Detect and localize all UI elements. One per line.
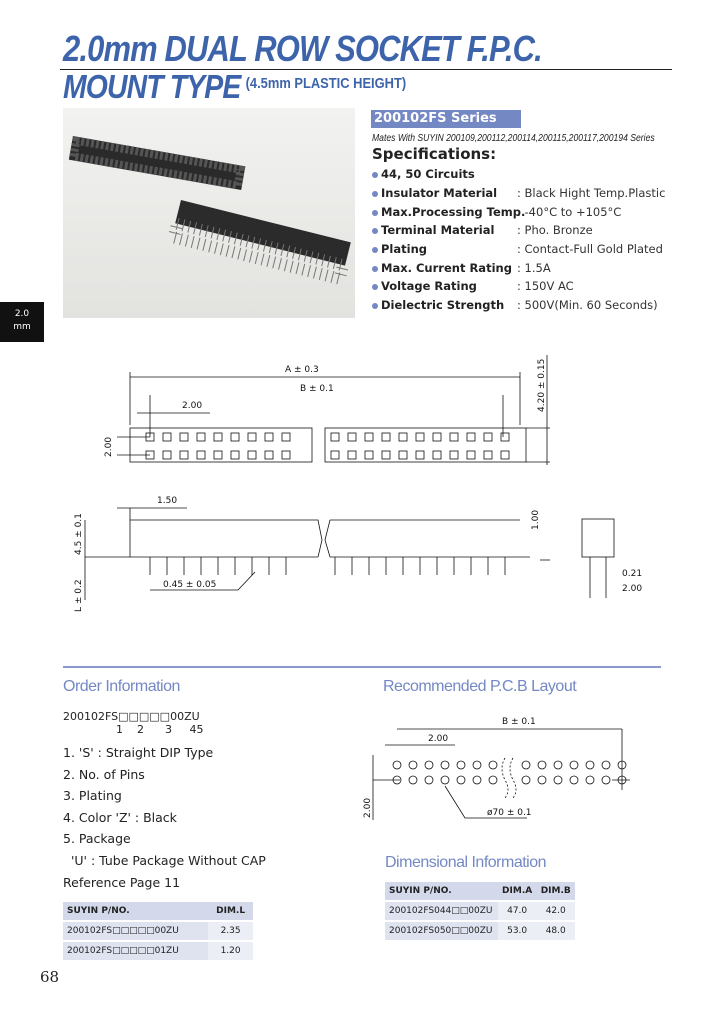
order-line: Reference Page 11 (63, 875, 181, 890)
pcb-hole (409, 776, 417, 784)
spec-value: : 150V AC (517, 279, 574, 293)
cell: 200102FS044□□00ZU (385, 901, 498, 921)
pcb-hole (457, 761, 465, 769)
contact-cell (214, 451, 222, 459)
cell: 42.0 (536, 901, 575, 921)
pcb-hole (586, 776, 594, 784)
contact-cell (365, 433, 373, 441)
dim-021-label: 0.21 (622, 569, 643, 579)
header-cell: DIM.B (536, 882, 575, 901)
pcb-hole (522, 776, 530, 784)
contact-cell (348, 451, 356, 459)
contact-cell (365, 451, 373, 459)
pcb-layout-heading: Recommended P.C.B Layout (383, 678, 577, 695)
section-divider (63, 666, 661, 668)
series-badge: 200102FS Series (371, 110, 521, 128)
terminal-pins (150, 557, 505, 575)
pcb-hole (602, 761, 610, 769)
dim-150-label: 1.50 (157, 496, 178, 506)
page-number: 68 (40, 968, 60, 986)
contact-cell (197, 433, 205, 441)
pcb-holes (393, 761, 626, 784)
cell: 1.20 (208, 941, 253, 960)
contact-cell (282, 433, 290, 441)
contact-cell (163, 451, 171, 459)
contact-cell (399, 451, 407, 459)
spec-key: Max. Current Rating (381, 261, 512, 275)
cell: 48.0 (536, 921, 575, 940)
contact-cell (231, 451, 239, 459)
contact-cell (180, 433, 188, 441)
pcb-hole (409, 761, 417, 769)
contact-cell (484, 433, 492, 441)
pcb-hole (522, 761, 530, 769)
order-line: 1. 'S' : Straight DIP Type (63, 745, 214, 760)
contact-cell (382, 451, 390, 459)
pitch-label: 2.00 (182, 401, 203, 411)
side-view-drawing (74, 496, 642, 612)
header-cell: SUYIN P/NO. (385, 882, 498, 901)
pcb-row-pitch-label: 2.00 (363, 797, 373, 818)
cell: 200102FS□□□□□00ZU (63, 921, 208, 941)
table-header (385, 882, 575, 901)
contact-cell (399, 433, 407, 441)
pcb-hole (425, 761, 433, 769)
header-cell: DIM.L (208, 902, 253, 921)
contact-cell (214, 433, 222, 441)
contact-cell (282, 451, 290, 459)
contact-cell (433, 433, 441, 441)
body-height-label: 4.5 ± 0.1 (74, 513, 84, 555)
cell: 200102FS□□□□□01ZU (63, 941, 208, 960)
dim-b-label: B ± 0.1 (300, 384, 334, 394)
contact-cell (265, 451, 273, 459)
contact-cell (265, 433, 273, 441)
contact-cell (248, 451, 256, 459)
pcb-hole (554, 776, 562, 784)
contact-cell (348, 433, 356, 441)
pcb-hole (538, 776, 546, 784)
contact-cell (248, 433, 256, 441)
pcb-hole (570, 776, 578, 784)
order-line: 3. Plating (63, 788, 122, 803)
dimensional-info-heading: Dimensional Information (385, 854, 547, 871)
pcb-hole (473, 776, 481, 784)
contact-cell (484, 451, 492, 459)
order-line: 2. No. of Pins (63, 767, 145, 782)
cell: 2.35 (208, 921, 253, 941)
contact-cell (467, 451, 475, 459)
spec-value: : 1.5A (517, 261, 551, 275)
table-row (63, 921, 253, 941)
title-line1: 2.0mm DUAL ROW SOCKET F.P.C. (63, 28, 542, 69)
order-line: 4. Color 'Z' : Black (63, 810, 177, 825)
spec-key: Insulator Material (381, 186, 498, 200)
row-pitch-label: 2.00 (104, 436, 114, 457)
contact-cell (197, 451, 205, 459)
pcb-layout-drawing (363, 717, 630, 820)
pcb-hole (441, 776, 449, 784)
contact-cell (450, 433, 458, 441)
header-cell: DIM.A (498, 882, 537, 901)
dim-200-label: 2.00 (622, 584, 643, 594)
height-label: 4.20 ± 0.15 (537, 358, 547, 412)
title-mount-type: MOUNT TYPE (63, 68, 241, 105)
table-row (63, 941, 253, 960)
pcb-hole (489, 761, 497, 769)
spec-value: : -40°C to +105°C (517, 205, 622, 219)
spec-key: Voltage Rating (381, 279, 477, 293)
table-row (385, 921, 575, 940)
contact-cell (501, 433, 509, 441)
socket-contacts (146, 433, 509, 459)
dim-100-label: 1.00 (531, 509, 541, 530)
contact-cell (180, 451, 188, 459)
pcb-hole (393, 761, 401, 769)
order-info-heading: Order Information (63, 678, 180, 695)
pcb-hole (457, 776, 465, 784)
pcb-hole (554, 761, 562, 769)
contact-cell (450, 451, 458, 459)
spec-value: : Contact-Full Gold Plated (517, 242, 663, 256)
order-line: 'U' : Tube Package Without CAP (63, 853, 266, 868)
pcb-hole (473, 761, 481, 769)
side-tab-line1: 2.0 (14, 309, 30, 319)
contact-cell (231, 433, 239, 441)
pcb-hole (441, 761, 449, 769)
pcb-hole (489, 776, 497, 784)
table-header (63, 902, 253, 921)
contact-cell (467, 433, 475, 441)
title-note: (4.5mm PLASTIC HEIGHT) (245, 75, 407, 92)
order-code: 200102FS□□□□□00ZU (63, 710, 200, 723)
contact-cell (433, 451, 441, 459)
pcb-hole (602, 776, 610, 784)
pcb-hole (586, 761, 594, 769)
spec-key: Dielectric Strength (381, 298, 505, 312)
mates-with-text: Mates With SUYIN 200109,200112,200114,200115,200117,200194 Series (372, 132, 655, 144)
pin-diameter-label: 0.45 ± 0.05 (163, 580, 217, 590)
cell: 200102FS050□□00ZU (385, 921, 498, 940)
top-view-drawing (104, 355, 550, 465)
pcb-hole (425, 776, 433, 784)
pcb-hole (570, 761, 578, 769)
spec-key: Plating (381, 242, 427, 256)
pcb-pitch-label: 2.00 (428, 734, 449, 744)
pin-length-label: L ± 0.2 (74, 579, 84, 612)
table-row (385, 901, 575, 921)
side-tab-line2: mm (13, 322, 31, 332)
spec-key: Terminal Material (381, 223, 495, 237)
contact-cell (416, 433, 424, 441)
contact-cell (382, 433, 390, 441)
spec-value: : Pho. Bronze (517, 223, 593, 237)
header-cell: SUYIN P/NO. (63, 902, 208, 921)
contact-cell (331, 451, 339, 459)
contact-cell (416, 451, 424, 459)
contact-cell (163, 433, 171, 441)
pcb-dim-b-label: B ± 0.1 (502, 717, 536, 727)
order-table (63, 902, 253, 960)
order-line: 5. Package (63, 831, 131, 846)
spec-value: : 500V(Min. 60 Seconds) (517, 298, 658, 312)
cell: 47.0 (498, 901, 537, 921)
spec-key: 44, 50 Circuits (381, 167, 475, 181)
cell: 53.0 (498, 921, 537, 940)
spec-value: : Black Hight Temp.Plastic (517, 186, 666, 200)
order-code-digits: 1 2 3 45 (116, 723, 204, 736)
pcb-hole (538, 761, 546, 769)
spec-key: Max.Processing Temp. (381, 205, 526, 219)
contact-cell (331, 433, 339, 441)
contact-cell (501, 451, 509, 459)
dim-a-label: A ± 0.3 (285, 365, 319, 375)
specifications-heading: Specifications: (372, 145, 497, 163)
pcb-hole-label: ø70 ± 0.1 (487, 808, 532, 818)
dimensional-table (385, 882, 575, 940)
